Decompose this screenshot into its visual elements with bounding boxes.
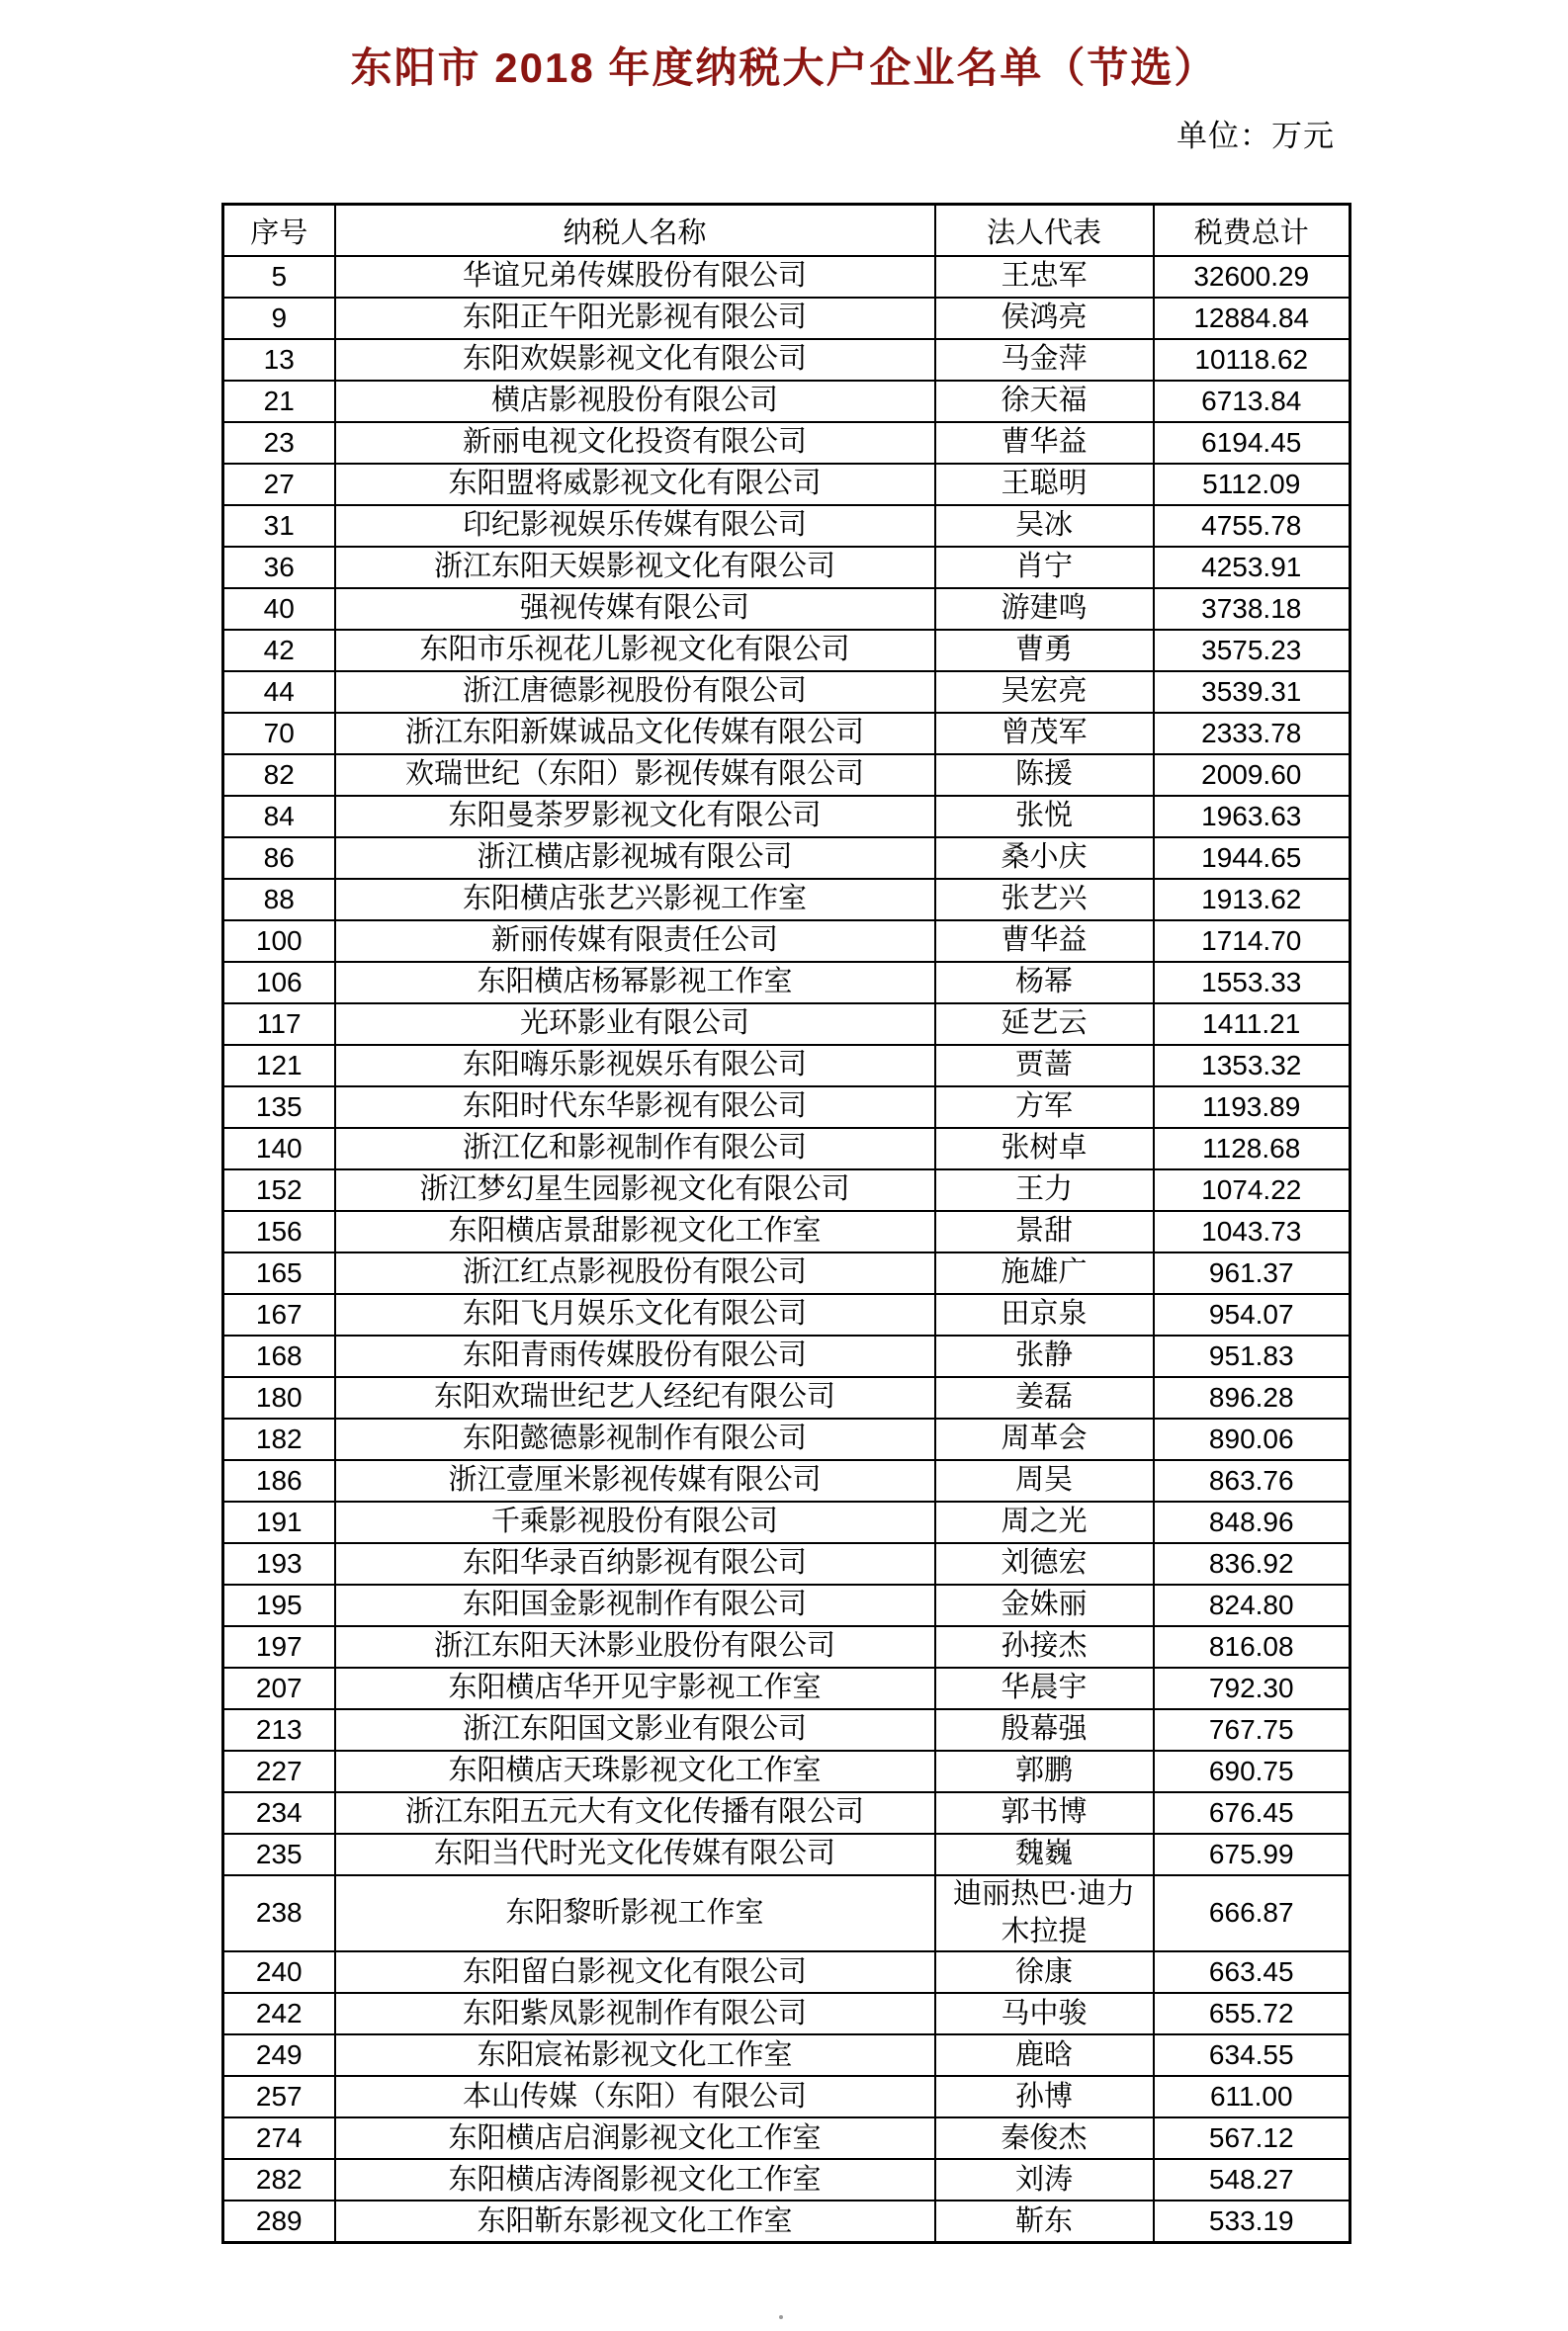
row-tax-total: 890.06 — [1154, 1419, 1350, 1460]
row-legal-rep: 刘涛 — [935, 2159, 1154, 2201]
row-tax-total: 12884.84 — [1154, 298, 1350, 339]
row-seq: 13 — [223, 339, 335, 381]
row-company: 东阳盟将威影视文化有限公司 — [335, 464, 935, 505]
row-legal-rep: 游建鸣 — [935, 588, 1154, 630]
row-seq: 191 — [223, 1502, 335, 1543]
row-legal-rep: 周之光 — [935, 1502, 1154, 1543]
row-legal-rep: 杨幂 — [935, 962, 1154, 1003]
row-seq: 213 — [223, 1709, 335, 1751]
row-tax-total: 32600.29 — [1154, 256, 1350, 298]
table-row — [223, 630, 1350, 671]
row-company: 东阳横店景甜影视文化工作室 — [335, 1211, 935, 1252]
table-row — [223, 1626, 1350, 1668]
row-company: 东阳国金影视制作有限公司 — [335, 1585, 935, 1626]
row-company: 浙江东阳天沐影业股份有限公司 — [335, 1626, 935, 1668]
row-tax-total: 1353.32 — [1154, 1045, 1350, 1086]
row-legal-rep: 王忠军 — [935, 256, 1154, 298]
row-company: 东阳横店张艺兴影视工作室 — [335, 879, 935, 920]
row-company: 千乘影视股份有限公司 — [335, 1502, 935, 1543]
row-tax-total: 824.80 — [1154, 1585, 1350, 1626]
row-legal-rep: 曹华益 — [935, 920, 1154, 962]
table-row — [223, 2076, 1350, 2117]
row-company: 东阳黎昕影视工作室 — [335, 1875, 935, 1951]
row-seq: 9 — [223, 298, 335, 339]
row-seq: 249 — [223, 2034, 335, 2076]
row-legal-rep: 施雄广 — [935, 1252, 1154, 1294]
row-company: 东阳青雨传媒股份有限公司 — [335, 1336, 935, 1377]
row-seq: 195 — [223, 1585, 335, 1626]
row-tax-total: 6194.45 — [1154, 422, 1350, 464]
row-legal-rep: 张艺兴 — [935, 879, 1154, 920]
table-row — [223, 1875, 1350, 1951]
page-title: 东阳市 2018 年度纳税大户企业名单（节选） — [350, 44, 1218, 91]
row-tax-total: 4253.91 — [1154, 547, 1350, 588]
row-legal-rep: 马中骏 — [935, 1993, 1154, 2034]
row-legal-rep: 肖宁 — [935, 547, 1154, 588]
row-tax-total: 1411.21 — [1154, 1003, 1350, 1045]
table-row — [223, 1377, 1350, 1419]
row-seq: 23 — [223, 422, 335, 464]
row-legal-rep: 华晨宇 — [935, 1668, 1154, 1709]
row-tax-total: 961.37 — [1154, 1252, 1350, 1294]
table-row — [223, 754, 1350, 796]
row-legal-rep: 贾蔷 — [935, 1045, 1154, 1086]
row-seq: 235 — [223, 1834, 335, 1875]
row-company: 强视传媒有限公司 — [335, 588, 935, 630]
row-seq: 21 — [223, 381, 335, 422]
row-seq: 100 — [223, 920, 335, 962]
row-company: 东阳横店启润影视文化工作室 — [335, 2117, 935, 2159]
row-tax-total: 3738.18 — [1154, 588, 1350, 630]
row-legal-rep: 马金萍 — [935, 339, 1154, 381]
row-tax-total: 896.28 — [1154, 1377, 1350, 1419]
row-legal-rep: 延艺云 — [935, 1003, 1154, 1045]
row-tax-total: 951.83 — [1154, 1336, 1350, 1377]
row-seq: 207 — [223, 1668, 335, 1709]
row-tax-total: 836.92 — [1154, 1543, 1350, 1585]
row-company: 浙江横店影视城有限公司 — [335, 837, 935, 879]
row-legal-rep: 孙接杰 — [935, 1626, 1154, 1668]
table-row — [223, 1951, 1350, 1993]
row-company: 东阳宸祐影视文化工作室 — [335, 2034, 935, 2076]
row-seq: 282 — [223, 2159, 335, 2201]
row-seq: 257 — [223, 2076, 335, 2117]
table-row — [223, 1460, 1350, 1502]
row-tax-total: 675.99 — [1154, 1834, 1350, 1875]
table-row — [223, 1668, 1350, 1709]
row-tax-total: 655.72 — [1154, 1993, 1350, 2034]
table-row — [223, 1993, 1350, 2034]
row-company: 东阳市乐视花儿影视文化有限公司 — [335, 630, 935, 671]
row-tax-total: 1128.68 — [1154, 1128, 1350, 1169]
row-legal-rep: 桑小庆 — [935, 837, 1154, 879]
tax-table — [221, 203, 1351, 2244]
row-seq: 86 — [223, 837, 335, 879]
row-company: 浙江梦幻星生园影视文化有限公司 — [335, 1169, 935, 1211]
row-tax-total: 548.27 — [1154, 2159, 1350, 2201]
row-seq: 106 — [223, 962, 335, 1003]
row-tax-total: 5112.09 — [1154, 464, 1350, 505]
header-company: 纳税人名称 — [335, 205, 935, 257]
row-tax-total: 634.55 — [1154, 2034, 1350, 2076]
unit-label: 单位：万元 — [1176, 119, 1335, 153]
row-seq: 234 — [223, 1792, 335, 1834]
row-legal-rep: 魏巍 — [935, 1834, 1154, 1875]
row-legal-rep: 吴宏亮 — [935, 671, 1154, 713]
row-legal-rep: 金姝丽 — [935, 1585, 1154, 1626]
table-row — [223, 1003, 1350, 1045]
row-legal-rep: 殷幕强 — [935, 1709, 1154, 1751]
table-row — [223, 2034, 1350, 2076]
row-tax-total: 666.87 — [1154, 1875, 1350, 1951]
row-legal-rep: 鹿晗 — [935, 2034, 1154, 2076]
row-seq: 31 — [223, 505, 335, 547]
table-row — [223, 1419, 1350, 1460]
row-legal-rep: 曹华益 — [935, 422, 1154, 464]
table-row — [223, 713, 1350, 754]
row-legal-rep: 郭鹏 — [935, 1751, 1154, 1792]
table-header-row — [223, 205, 1350, 257]
table-row — [223, 1834, 1350, 1875]
row-seq: 193 — [223, 1543, 335, 1585]
row-company: 欢瑞世纪（东阳）影视传媒有限公司 — [335, 754, 935, 796]
table-row — [223, 547, 1350, 588]
row-company: 东阳横店杨幂影视工作室 — [335, 962, 935, 1003]
row-company: 东阳正午阳光影视有限公司 — [335, 298, 935, 339]
row-tax-total: 1913.62 — [1154, 879, 1350, 920]
header-legal-rep: 法人代表 — [935, 205, 1154, 257]
row-seq: 289 — [223, 2201, 335, 2243]
table-row — [223, 1792, 1350, 1834]
row-tax-total: 10118.62 — [1154, 339, 1350, 381]
row-tax-total: 816.08 — [1154, 1626, 1350, 1668]
row-legal-rep: 曾茂军 — [935, 713, 1154, 754]
row-tax-total: 663.45 — [1154, 1951, 1350, 1993]
row-legal-rep: 刘德宏 — [935, 1543, 1154, 1585]
table-row — [223, 879, 1350, 920]
row-tax-total: 863.76 — [1154, 1460, 1350, 1502]
row-company: 浙江东阳新媒诚品文化传媒有限公司 — [335, 713, 935, 754]
row-seq: 186 — [223, 1460, 335, 1502]
row-company: 东阳欢娱影视文化有限公司 — [335, 339, 935, 381]
row-legal-rep: 靳东 — [935, 2201, 1154, 2243]
row-company: 东阳横店天珠影视文化工作室 — [335, 1751, 935, 1792]
row-seq: 152 — [223, 1169, 335, 1211]
row-seq: 180 — [223, 1377, 335, 1419]
row-tax-total: 3539.31 — [1154, 671, 1350, 713]
row-company: 东阳嗨乐影视娱乐有限公司 — [335, 1045, 935, 1086]
table-row — [223, 671, 1350, 713]
row-company: 东阳横店涛阁影视文化工作室 — [335, 2159, 935, 2201]
header-seq: 序号 — [223, 205, 335, 257]
row-company: 东阳时代东华影视有限公司 — [335, 1086, 935, 1128]
table-row — [223, 1169, 1350, 1211]
table-row — [223, 1128, 1350, 1169]
table-row — [223, 1585, 1350, 1626]
row-seq: 44 — [223, 671, 335, 713]
row-seq: 197 — [223, 1626, 335, 1668]
row-legal-rep: 方军 — [935, 1086, 1154, 1128]
row-tax-total: 676.45 — [1154, 1792, 1350, 1834]
row-company: 新丽传媒有限责任公司 — [335, 920, 935, 962]
row-seq: 88 — [223, 879, 335, 920]
row-tax-total: 1553.33 — [1154, 962, 1350, 1003]
row-company: 东阳紫凤影视制作有限公司 — [335, 1993, 935, 2034]
row-legal-rep: 侯鸿亮 — [935, 298, 1154, 339]
table-row — [223, 2159, 1350, 2201]
row-company: 东阳懿德影视制作有限公司 — [335, 1419, 935, 1460]
table-row — [223, 381, 1350, 422]
row-tax-total: 3575.23 — [1154, 630, 1350, 671]
row-company: 横店影视股份有限公司 — [335, 381, 935, 422]
row-legal-rep: 周革会 — [935, 1419, 1154, 1460]
row-seq: 36 — [223, 547, 335, 588]
table-row — [223, 505, 1350, 547]
row-company: 浙江壹厘米影视传媒有限公司 — [335, 1460, 935, 1502]
row-legal-rep: 徐天福 — [935, 381, 1154, 422]
row-seq: 40 — [223, 588, 335, 630]
row-company: 东阳横店华开见宇影视工作室 — [335, 1668, 935, 1709]
table-row — [223, 1336, 1350, 1377]
row-seq: 140 — [223, 1128, 335, 1169]
row-tax-total: 611.00 — [1154, 2076, 1350, 2117]
row-company: 浙江东阳五元大有文化传播有限公司 — [335, 1792, 935, 1834]
row-legal-rep: 陈援 — [935, 754, 1154, 796]
row-seq: 27 — [223, 464, 335, 505]
table-row — [223, 1045, 1350, 1086]
row-legal-rep: 曹勇 — [935, 630, 1154, 671]
row-legal-rep: 孙博 — [935, 2076, 1154, 2117]
row-legal-rep: 周吴 — [935, 1460, 1154, 1502]
row-seq: 117 — [223, 1003, 335, 1045]
row-company: 新丽电视文化投资有限公司 — [335, 422, 935, 464]
row-seq: 70 — [223, 713, 335, 754]
row-tax-total: 1944.65 — [1154, 837, 1350, 879]
row-tax-total: 1043.73 — [1154, 1211, 1350, 1252]
row-seq: 156 — [223, 1211, 335, 1252]
row-company: 浙江东阳国文影业有限公司 — [335, 1709, 935, 1751]
row-seq: 240 — [223, 1951, 335, 1993]
row-seq: 84 — [223, 796, 335, 837]
row-company: 浙江红点影视股份有限公司 — [335, 1252, 935, 1294]
row-company: 东阳华录百纳影视有限公司 — [335, 1543, 935, 1585]
table-row — [223, 588, 1350, 630]
row-company: 华谊兄弟传媒股份有限公司 — [335, 256, 935, 298]
row-seq: 135 — [223, 1086, 335, 1128]
table-row — [223, 298, 1350, 339]
header-tax-total: 税费总计 — [1154, 205, 1350, 257]
row-seq: 238 — [223, 1875, 335, 1951]
row-legal-rep: 王聪明 — [935, 464, 1154, 505]
row-company: 本山传媒（东阳）有限公司 — [335, 2076, 935, 2117]
row-tax-total: 4755.78 — [1154, 505, 1350, 547]
row-seq: 274 — [223, 2117, 335, 2159]
table-row — [223, 1294, 1350, 1336]
table-row — [223, 837, 1350, 879]
table-row — [223, 1252, 1350, 1294]
table-row — [223, 1543, 1350, 1585]
row-tax-total: 533.19 — [1154, 2201, 1350, 2243]
row-seq: 42 — [223, 630, 335, 671]
row-legal-rep: 景甜 — [935, 1211, 1154, 1252]
table-row — [223, 1211, 1350, 1252]
row-legal-rep: 迪丽热巴·迪力木拉提 — [935, 1875, 1154, 1951]
row-legal-rep: 田京泉 — [935, 1294, 1154, 1336]
row-tax-total: 848.96 — [1154, 1502, 1350, 1543]
row-legal-rep: 徐康 — [935, 1951, 1154, 1993]
row-company: 东阳飞月娱乐文化有限公司 — [335, 1294, 935, 1336]
row-tax-total: 690.75 — [1154, 1751, 1350, 1792]
row-tax-total: 1193.89 — [1154, 1086, 1350, 1128]
row-tax-total: 2333.78 — [1154, 713, 1350, 754]
row-company: 东阳曼荼罗影视文化有限公司 — [335, 796, 935, 837]
row-tax-total: 2009.60 — [1154, 754, 1350, 796]
row-company: 东阳当代时光文化传媒有限公司 — [335, 1834, 935, 1875]
row-tax-total: 1714.70 — [1154, 920, 1350, 962]
row-tax-total: 567.12 — [1154, 2117, 1350, 2159]
row-tax-total: 1963.63 — [1154, 796, 1350, 837]
row-tax-total: 954.07 — [1154, 1294, 1350, 1336]
row-tax-total: 792.30 — [1154, 1668, 1350, 1709]
table-row — [223, 920, 1350, 962]
row-company: 东阳留白影视文化有限公司 — [335, 1951, 935, 1993]
row-legal-rep: 吴冰 — [935, 505, 1154, 547]
row-company: 光环影业有限公司 — [335, 1003, 935, 1045]
row-legal-rep: 张树卓 — [935, 1128, 1154, 1169]
row-legal-rep: 秦俊杰 — [935, 2117, 1154, 2159]
table-row — [223, 256, 1350, 298]
row-company: 东阳靳东影视文化工作室 — [335, 2201, 935, 2243]
row-seq: 182 — [223, 1419, 335, 1460]
row-seq: 121 — [223, 1045, 335, 1086]
row-seq: 165 — [223, 1252, 335, 1294]
table-row — [223, 796, 1350, 837]
table-row — [223, 1751, 1350, 1792]
table-row — [223, 962, 1350, 1003]
row-seq: 82 — [223, 754, 335, 796]
table-row — [223, 2201, 1350, 2243]
table-row — [223, 422, 1350, 464]
row-legal-rep: 王力 — [935, 1169, 1154, 1211]
row-tax-total: 1074.22 — [1154, 1169, 1350, 1211]
page-artifact-dot — [779, 2315, 783, 2319]
table-row — [223, 1086, 1350, 1128]
row-seq: 167 — [223, 1294, 335, 1336]
row-legal-rep: 张静 — [935, 1336, 1154, 1377]
row-company: 印纪影视娱乐传媒有限公司 — [335, 505, 935, 547]
row-company: 浙江东阳天娱影视文化有限公司 — [335, 547, 935, 588]
row-legal-rep: 张悦 — [935, 796, 1154, 837]
row-legal-rep: 姜磊 — [935, 1377, 1154, 1419]
row-company: 浙江唐德影视股份有限公司 — [335, 671, 935, 713]
row-company: 东阳欢瑞世纪艺人经纪有限公司 — [335, 1377, 935, 1419]
table-row — [223, 1502, 1350, 1543]
table-row — [223, 464, 1350, 505]
row-seq: 227 — [223, 1751, 335, 1792]
row-seq: 5 — [223, 256, 335, 298]
table-row — [223, 339, 1350, 381]
row-seq: 242 — [223, 1993, 335, 2034]
row-legal-rep: 郭书博 — [935, 1792, 1154, 1834]
row-tax-total: 767.75 — [1154, 1709, 1350, 1751]
table-row — [223, 2117, 1350, 2159]
row-company: 浙江亿和影视制作有限公司 — [335, 1128, 935, 1169]
row-tax-total: 6713.84 — [1154, 381, 1350, 422]
table-row — [223, 1709, 1350, 1751]
row-seq: 168 — [223, 1336, 335, 1377]
